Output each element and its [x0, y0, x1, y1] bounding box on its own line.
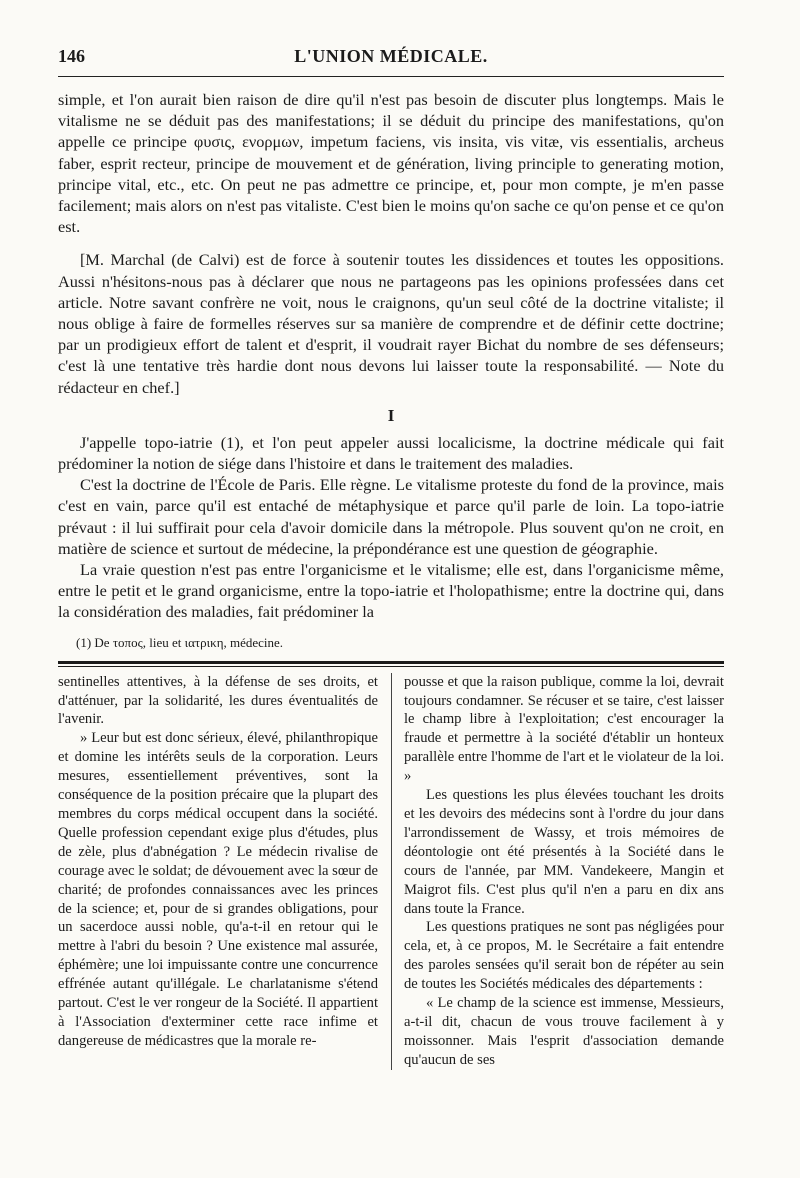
right-column — [404, 673, 724, 1070]
paragraph: sentinelles attentives, à la défense de ses droits, et d'atténuer, par la solidarité, les dures éventualités de l'avenir. — [58, 673, 378, 728]
section-heading: I — [387, 405, 395, 425]
paragraph: Les questions pratiques ne sont pas négligées pour cela, et, à ce propos, M. le Secrétaire a fait entendre des paroles sensées qu'il serait bon de répéter au sein de toutes les Sociétés médicales des départements : — [404, 919, 724, 993]
paragraph: pousse et que la raison publique, comme la loi, devrait toujours condamner. Se récuser et se taire, c'est laisser le champ libre à l'exploitation; c'est encourager la fraude et permettre à la société d'établir un honteux parallèle entre l'homme de l'art et le violateur de la loi. » — [404, 673, 724, 785]
feuilleton-rule — [58, 661, 724, 667]
paragraph: Les questions les plus élevées touchant les droits et les devoirs des médecins sont à l'ordre du jour dans l'arrondissement de Wassy, et trois mémoires de déontologie ont été présentés à la Société dans le cours de l'année, par MM. Vandekeere, Mangin et Maigrot fils. C'est plus qu'il n'en a paru en dix ans dans toute la France. — [404, 787, 724, 917]
feuilleton-columns — [58, 673, 724, 1070]
page — [58, 46, 724, 1070]
left-column — [58, 673, 378, 1070]
paragraph: C'est la doctrine de l'École de Paris. Elle règne. Le vitalisme proteste du fond de la province, mais c'est en vain, parce qu'il est entaché de métaphysique et parce qu'il parle de loin. La topo-iatrie prévaut : il lui suffirait pour cela d'avoir domicile dans la métropole. Plus souvent qu'on ne croit, en matière de science et surtout de médecine, la prépondérance est une question de géographie. — [58, 475, 724, 558]
paragraph: « Le champ de la science est immense, Messieurs, a-t-il dit, chacun de vous trouve facilement à y moissonner. Mais l'esprit d'association demande qu'aucun de ses — [404, 995, 724, 1068]
footnote: (1) De τοπος, lieu et ιατρικη, médecine. — [76, 634, 284, 650]
journal-title: L'UNION MÉDICALE. — [294, 46, 488, 66]
paragraph: » Leur but est donc sérieux, élevé, philanthropique et domine les intérêts seuls de la corporation. Leurs mesures, essentiellement préventives, sont la conséquence de la position précaire que la plupart des membres du corps médical occupent dans la société. Quelle profession cependant exige plus d'études, plus de zèle, plus d'abnégation ? Le médecin rivalise de courage avec le soldat; de dévouement avec la sœur de charité; de profondes connaissances avec les princes de la science; et, pour de si grandes obligations, pour un sacerdoce aussi noble, qu'a-t-il en retour qui le mettre à l'abri du besoin ? Une existence mal assurée, éphémère; une loi impuissante contre une concurrence effrénée autant qu'illégale. Le charlatanisme s'étend partout. C'est le ver rongeur de la Société. Il appartient à l'Association d'exterminer cette race infime et dangereuse de médicastres que la morale re- — [58, 730, 378, 1049]
paragraph: J'appelle topo-iatrie (1), et l'on peut appeler aussi localicisme, la doctrine médicale qui fait prédominer la notion de siége dans l'histoire et dans le traitement des maladies. — [58, 432, 724, 474]
column-divider — [391, 673, 392, 1070]
editor-note: [M. Marchal (de Calvi) est de force à soutenir toutes les dissidences et toutes les oppositions. Aussi n'hésitons-nous pas à déclarer que nous ne partageons pas les opinions professées dans cet article. Notre savant confrère ne voit, nous le craignons, qu'un seul côté de la doctrine vitaliste; il nous oblige à faire de formelles réserves sur sa manière de comprendre et de définir cette doctrine; par un prodigieux effort de talent et d'esprit, il voudrait rayer Bichat du nombre de ses défenseurs; c'est là une tentative très hardie dont nous devons lui laisser toute la responsabilité. — Note du rédacteur en chef.] — [58, 250, 724, 397]
paragraph: La vraie question n'est pas entre l'organicisme et le vitalisme; elle est, dans l'organicisme même, entre le petit et le grand organicisme, entre la topo-iatrie et l'holopathisme; entre la doctrine qui, dans la considération des maladies, fait prédominer la — [58, 560, 724, 622]
paragraph: simple, et l'on aurait bien raison de dire qu'il n'est pas besoin de discuter plus longtemps. Mais le vitalisme ne se déduit pas des manifestations; il se déduit du principe des manifestations, qu'on appelle ce principe φυσις, ενορμων, impetum faciens, vis insita, vis vitæ, vis essentialis, archeus faber, esprit recteur, principe de mouvement et de génération, living principle to generating motion, principe vital, etc., etc. On peut ne pas admettre ce principe, et, pour mon compte, je m'en passe facilement; mais alors on n'est pas vitaliste. C'est bien le moins qu'on sache ce qu'on pense et ce qu'on est. — [58, 90, 724, 237]
main-article — [58, 89, 724, 651]
running-header — [58, 46, 724, 77]
page-number: 146 — [58, 46, 85, 66]
